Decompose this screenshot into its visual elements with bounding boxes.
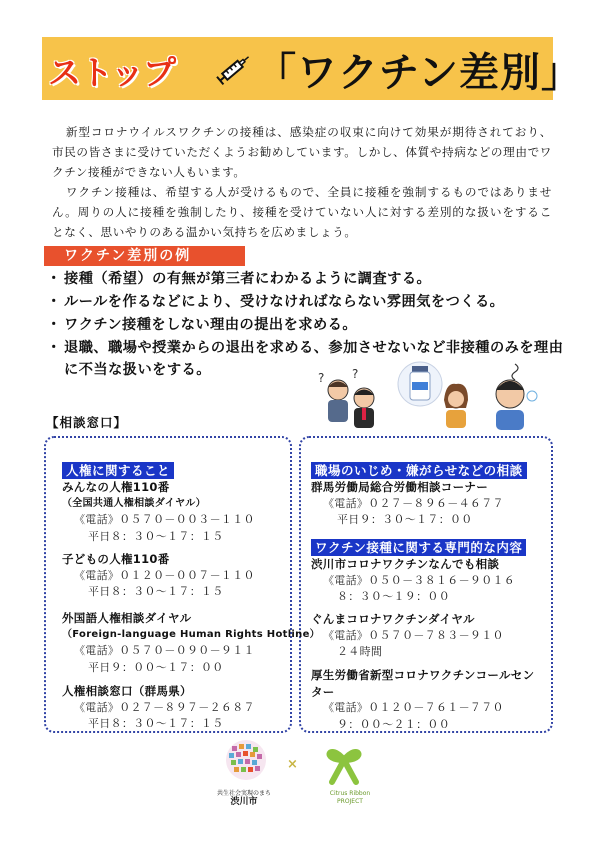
list-item: ・ ルールを作るなどにより、受けなければならない雰囲気をつくる。 [44,291,564,313]
syringe-icon [214,49,254,89]
citrus-ribbon-logo-icon [330,752,359,782]
contact-phone: 《電話》０１２０－７６１－７７０ [323,701,504,714]
contact-phone: 《電話》０５７０－０９０－９１１ [74,644,255,657]
contact-entry [62,610,320,676]
woman-icon [444,384,468,428]
contact-phone: 《電話》０１２０－００７－１１０ [74,568,255,582]
contact-hours: 平日８：３０～１７：１５ [88,529,224,543]
contact-entry [62,683,255,733]
contact-phone: 《電話》０５７０－００３－１１０ [74,513,255,526]
bullet: ・ [46,294,62,310]
contact-entry [62,551,255,601]
svg-text:?: ? [352,367,359,381]
contact-name: 渋川市コロナワクチンなんでも相談 [311,557,500,571]
contact-entry [311,479,504,529]
shibukawa-city-logo-icon [226,740,266,780]
category-workplace: 職場のいじめ・嫌がらせなどの相談 [311,462,527,481]
list-item: ・ ワクチン接種をしない理由の提出を求める。 [44,314,564,336]
worried-man-icon [496,364,537,430]
contact-name: 人権相談窓口（群馬県） [62,684,192,698]
contact-entry [311,667,541,733]
category-human-rights: 人権に関すること [62,462,174,481]
contact-subtitle: （Foreign-language Human Rights Hotline） [62,628,320,640]
contact-hours: ９：００～２１：００ [337,717,450,731]
contact-name: 子どもの人権110番 [62,552,170,566]
ribbon-logo-text [320,790,380,806]
banner-stop-text: ストップ [48,53,176,92]
contact-hours: ２４時間 [337,645,383,658]
contact-entry [311,556,515,606]
times-symbol: × [287,757,298,772]
contact-entry [311,611,504,661]
category-vaccine: ワクチン接種に関する専門的な内容 [311,539,526,558]
bullet: ・ [46,271,62,287]
city-tagline: 共生社会実現のまち [216,790,271,797]
contact-name: 厚生労働省新型コロナワクチンコールセンター [311,668,535,699]
title-banner [42,37,582,100]
contact-phone: 《電話》０２７－８９７－２６８７ [74,700,255,714]
intro-text [52,122,552,242]
questioning-person-icon [318,371,348,422]
questioning-person-icon [352,367,374,428]
contact-hours: ８：３０～１９：００ [337,590,450,603]
ribbon-sub: PROJECT [337,798,363,805]
banner-main-title: 「ワクチン差別」 [256,50,582,96]
people-illustration [300,360,556,430]
contact-name: 外国語人権相談ダイヤル [62,611,192,625]
ribbon-name: Citrus Ribbon [329,790,371,797]
svg-text:?: ? [318,371,325,385]
vaccine-vial-icon [398,362,442,406]
contact-phone: 《電話》０２７－８９６－４６７７ [323,496,504,510]
bullet: ・ [46,340,62,356]
contact-phone: 《電話》０５７０－７８３－９１０ [323,628,504,642]
contact-hours: 平日９：３０～１７：００ [337,513,473,526]
contact-name: 群馬労働局総合労働相談コーナー [311,480,488,494]
intro-paragraph-2: ワクチン接種は、希望する人が受けるもので、全員に接種を強制するものではありません。周りの人に接種を強制したり、接種を受けていない人に対する差別的な扱いをすることなく、思いやりのある温かい気持ちを広めましょう。 [52,185,552,239]
contact-subtitle: （全国共通人権相談ダイヤル） [62,497,206,509]
examples-heading: ワクチン差別の例 [44,246,245,266]
intro-paragraph-1: 新型コロナウイルスワクチンの接種は、感染症の収束に向けて効果が期待されており、市民の皆さまに受けていただくようお勧めしています。しかし、体質や持病などの理由でワクチン接種ができない人もいます。 [52,125,552,179]
bullet: ・ [46,317,62,333]
list-item: ・ 接種（希望）の有無が第三者にわかるように調査する。 [44,268,564,290]
city-name: 渋川市 [230,797,258,807]
list-item: ・ 退職、職場や授業からの退出を求める、参加させないなど非接種のみを理由に不当な扱いをする。 [44,337,564,381]
contact-hours: 平日９：００～１７：００ [88,660,224,674]
city-logo-text [214,790,274,806]
contact-name: みんなの人権110番 [62,480,170,494]
contact-hours: 平日８：３０～１７：１５ [88,585,224,598]
consultation-heading: 【相談窓口】 [46,415,128,430]
contact-name: ぐんまコロナワクチンダイヤル [311,612,475,626]
contact-phone: 《電話》０５０－３８１６－９０１６ [323,573,516,587]
contact-hours: 平日８：３０～１７：１５ [88,717,224,730]
contact-entry [62,479,255,545]
